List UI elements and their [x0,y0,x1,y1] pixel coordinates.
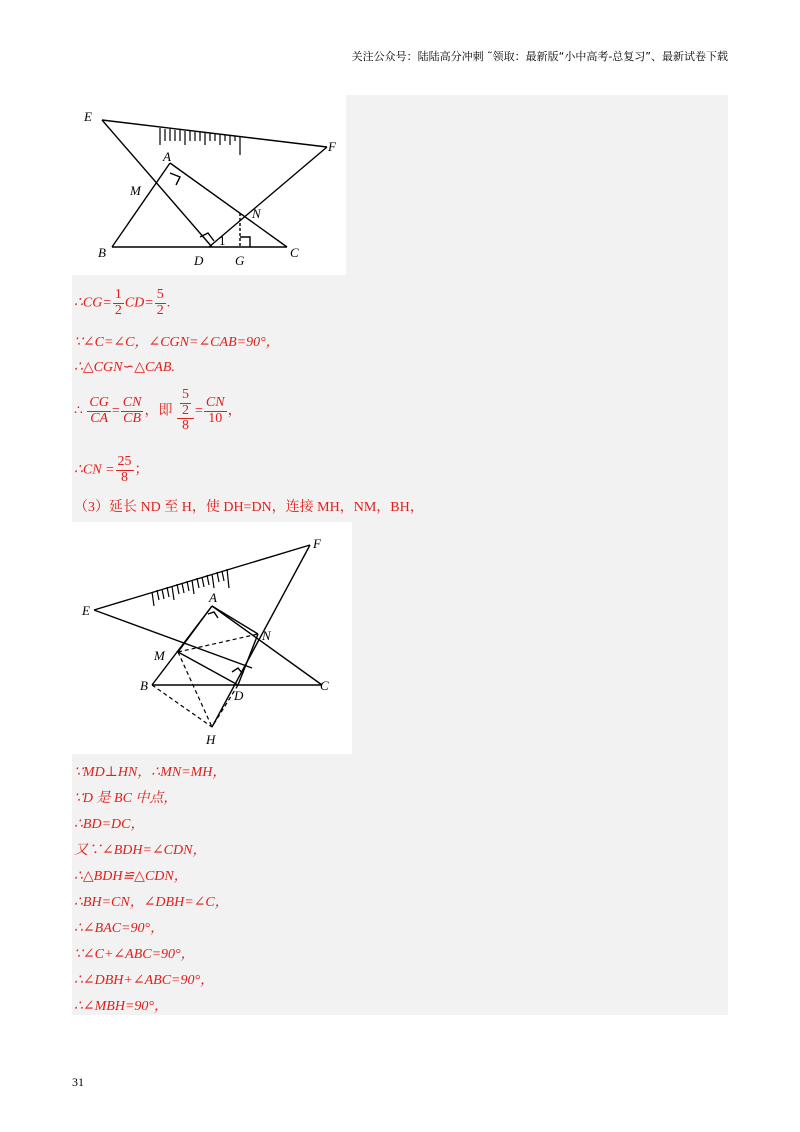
label-A: A [163,149,171,164]
label-B: B [98,245,106,260]
label-E: E [84,109,92,124]
label-G: G [235,253,245,268]
proof-line: ∵D 是 BC 中点， [74,791,178,806]
label-D: D [194,253,204,268]
label-F: F [313,536,321,551]
proof-line: ∵MD⊥HN，∴MN=MH， [74,765,227,780]
label-N: N [262,628,271,643]
label-D: D [234,688,244,703]
proof-line: 又∵∠BDH=∠CDN， [74,843,207,858]
proof-line: ∴∠DBH+∠ABC=90°， [74,973,215,988]
label-F: F [328,139,336,154]
ruler-ticks [160,128,240,155]
label-M: M [130,183,141,198]
line-ratio: ∴ $\frac{CG}{CA}$ = $\frac{CN}{CB}$ ，即 $\frac{\frac{5}{2}}{8}$ = $\frac{CN}{10}$ ， [74,387,242,434]
line-similar: ∴△CGN∽△CAB. [74,360,175,375]
figure-2 [72,522,352,754]
label-angle-1: 1 [219,233,226,248]
ruler-ticks [152,569,229,606]
label-E: E [82,603,90,618]
proof-line: ∴∠BAC=90°， [74,921,165,936]
proof-line: ∴∠MBH=90°， [74,999,169,1014]
line-angles: ∵∠C=∠C，∠CGN=∠CAB=90°， [74,335,280,350]
page-header: 关注公众号：陆陆高分冲刺 ˜领取：最新版“小中高考-总复习”、最新试卷下载 [351,50,728,63]
proof-line: ∴△BDH≌△CDN， [74,869,188,884]
label-B: B [140,678,148,693]
figure-1 [72,95,346,275]
label-A: A [209,590,217,605]
label-C: C [320,678,329,693]
page-number: 31 [72,1075,84,1089]
label-C: C [290,245,299,260]
proof-line: ∴BH=CN，∠DBH=∠C， [74,895,229,910]
line-cn: ∴CN = $\frac{25}{8}$ ； [74,454,149,485]
label-N: N [252,206,261,221]
proof-line: ∵∠C+∠ABC=90°， [74,947,195,962]
line-part3: （3）延长 ND 至 H，使 DH=DN，连接 MH，NM，BH， [74,500,424,515]
line-cg: ∴CG= $\frac{1}{2}$ CD= $\frac{5}{2}$ . [74,287,171,318]
label-M: M [154,648,165,663]
label-H: H [206,732,216,747]
proof-line: ∴BD=DC， [74,817,145,832]
